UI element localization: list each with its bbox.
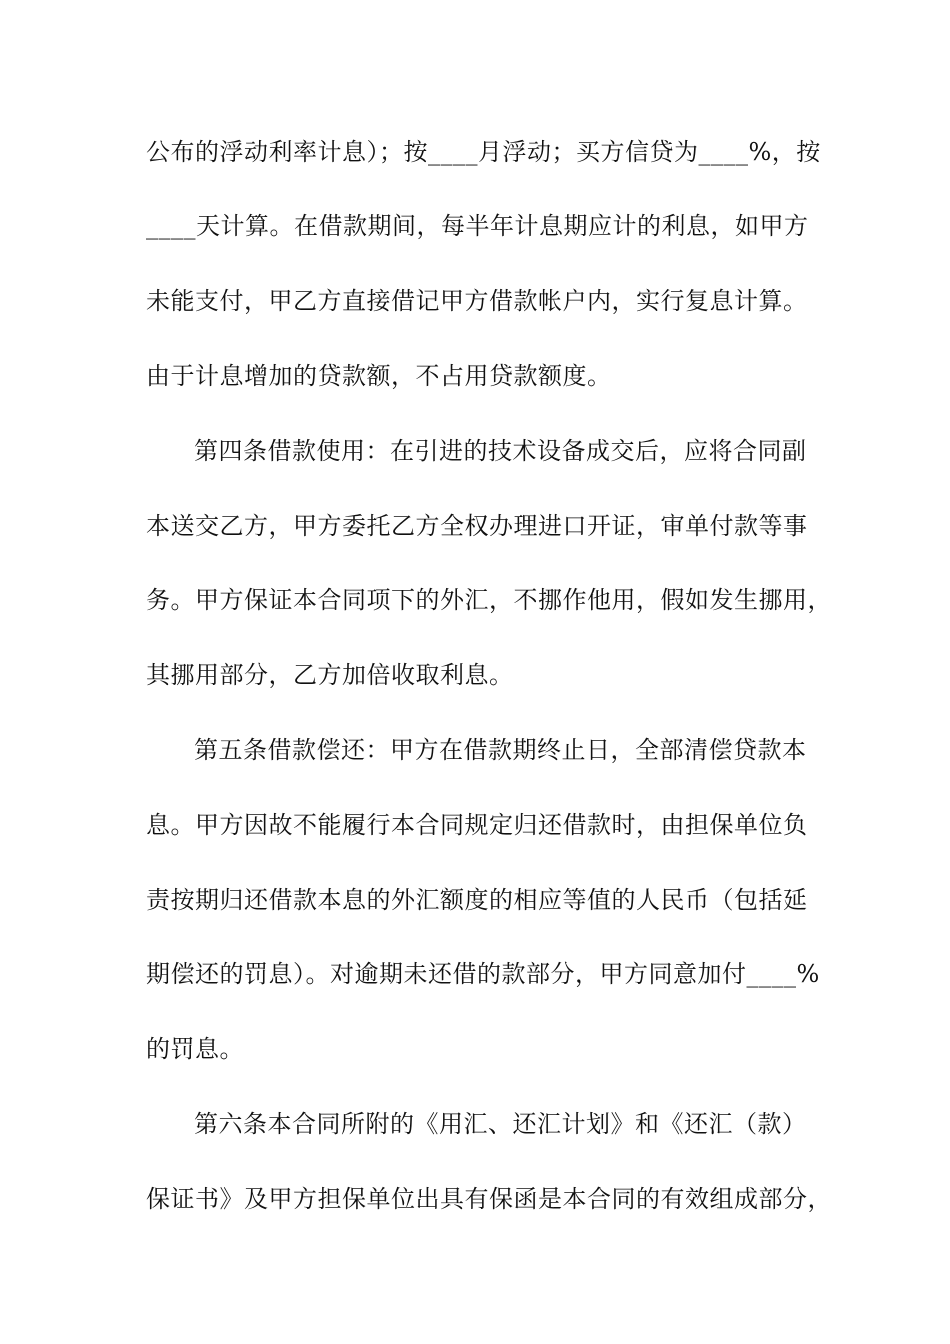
text-line: 公布的浮动利率计息）；按____月浮动；买方信贷为____%，按 <box>146 138 821 166</box>
text-line: 息。甲方因故不能履行本合同规定归还借款时，由担保单位负 <box>146 811 808 839</box>
text-line: 责按期归还借款本息的外汇额度的相应等值的人民币（包括延 <box>146 886 808 914</box>
text-line: 其挪用部分，乙方加倍收取利息。 <box>146 661 514 689</box>
article-6-heading-line: 第六条本合同所附的《用汇、还汇计划》和《还汇（款） <box>194 1110 807 1138</box>
text-line: 由于计息增加的贷款额，不占用贷款额度。 <box>146 362 612 390</box>
text-line: 未能支付，甲乙方直接借记甲方借款帐户内，实行复息计算。 <box>146 287 808 315</box>
text-line: 的罚息。 <box>146 1035 244 1063</box>
text-line: 本送交乙方，甲方委托乙方全权办理进口开证，审单付款等事 <box>146 512 808 540</box>
text-line: 期偿还的罚息）。对逾期未还借的款部分，甲方同意加付____% <box>146 960 820 988</box>
text-line: 保证书》及甲方担保单位出具有保函是本合同的有效组成部分， <box>146 1185 832 1213</box>
text-line: ____天计算。在借款期间，每半年计息期应计的利息，如甲方 <box>146 212 809 240</box>
article-5-heading-line: 第五条借款偿还：甲方在借款期终止日，全部清偿贷款本 <box>194 736 807 764</box>
article-4-heading-line: 第四条借款使用：在引进的技术设备成交后，应将合同副 <box>194 437 807 465</box>
text-line: 务。甲方保证本合同项下的外汇，不挪作他用，假如发生挪用， <box>146 586 832 614</box>
